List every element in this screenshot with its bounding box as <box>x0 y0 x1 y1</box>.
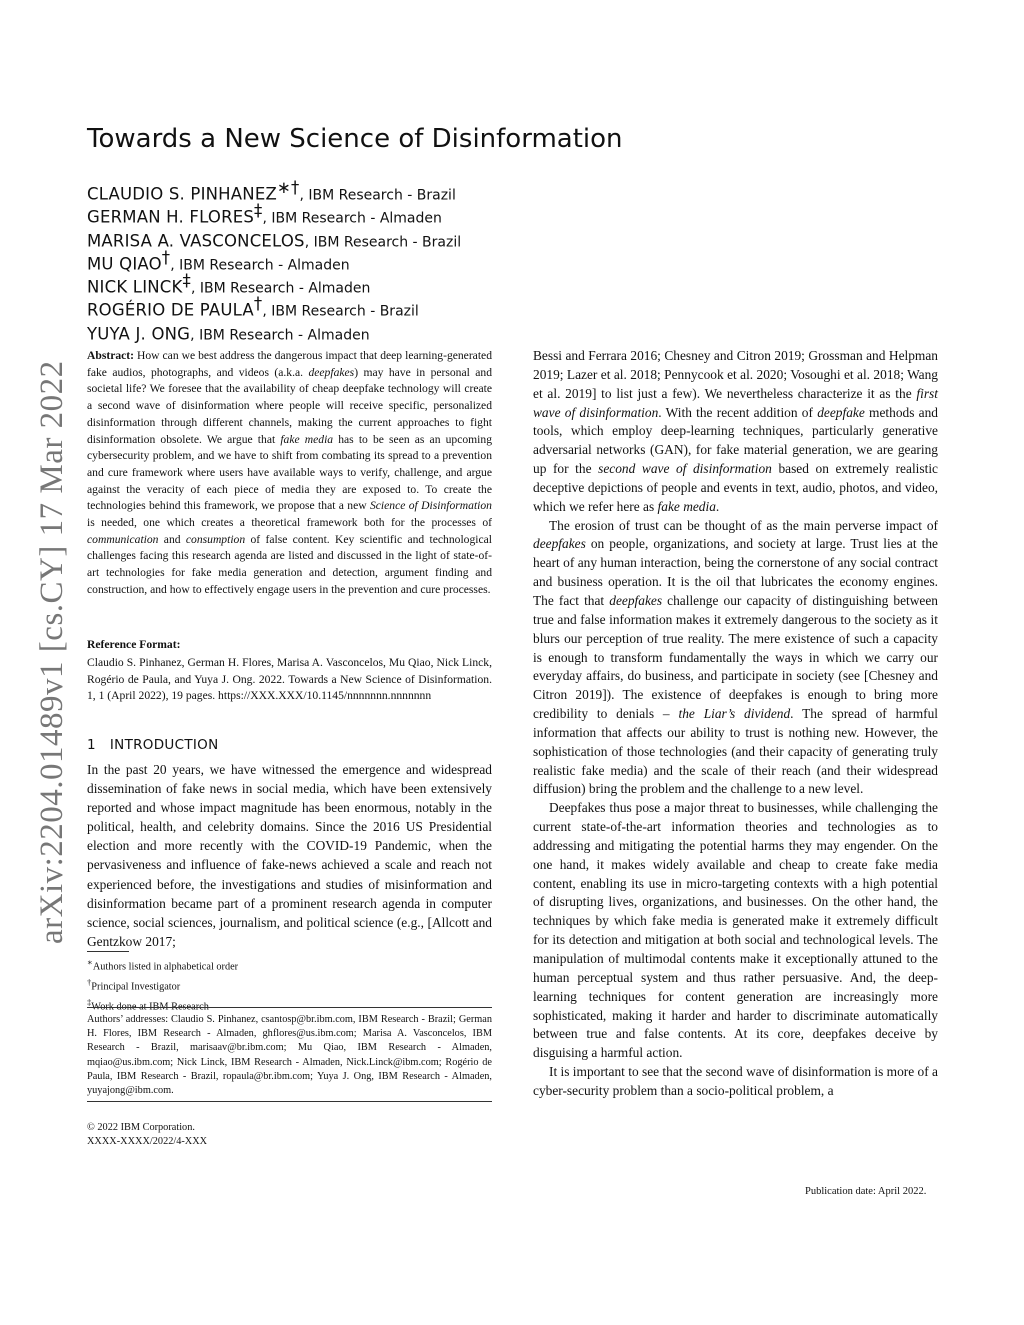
footnote-text: Authors listed in alphabetical order <box>92 961 239 973</box>
abstract-text: has to be seen as an upcoming cybersecurity problem, and we have to shift from combating its spread to a prevention and cure framework where users have available ways to verify, challenge, and argue against the veracity of each piece of media they are exposed to. To create the technologies behind this framework, we propose that a new <box>87 432 492 513</box>
abstract-text: of false content. Key scientific and technological challenges facing this research agenda are listed and discussed in the light of state-of-art technologies for fake media generation and detection, argument finding and construction, and how to effectively engage users in the prevention and cure processes. <box>87 532 492 596</box>
author-line <box>87 292 461 320</box>
author-line <box>87 269 461 297</box>
body-paragraph: It is important to see that the second wave of disinformation is more of a cyber-security problem than a socio-political problem, a <box>533 1064 938 1098</box>
author-name: ROGÉRIO DE PAULA <box>87 300 254 320</box>
body-text: . <box>715 498 720 514</box>
author-mark: † <box>253 294 263 314</box>
abstract-label: Abstract: <box>87 349 135 362</box>
author-affiliation: , IBM Research - Almaden <box>191 280 371 297</box>
author-affiliation: , IBM Research - Almaden <box>190 327 370 344</box>
author-mark: † <box>161 247 171 267</box>
body-emphasis: fake media <box>657 498 716 514</box>
footnote <box>87 955 492 975</box>
author-name: GERMAN H. FLORES <box>87 207 255 227</box>
abstract-text: ) may have in personal and societal life? We foresee that the availability of cheap deepfake technology will create a second wave of disinformation where people will receive specific, personalized disinformation through different channels, making the current approaches to fight disinformation obsolete. We argue that <box>87 365 492 446</box>
author-mark: ‡ <box>254 201 263 221</box>
abstract-emphasis: deepfakes <box>308 365 355 379</box>
abstract-emphasis: fake media <box>280 432 334 446</box>
body-text: methods and tools, which employ deep-learning techniques, particularly generative adversarial networks (GAN), for fake material generation, we are gearing up for the <box>533 404 938 477</box>
abstract-text: How can we best address the dangerous impact that deep learning-generated fake audios, photographs, and videos (a.k.a. <box>87 349 492 379</box>
publication-date: Publication date: April 2022. <box>805 1186 927 1197</box>
footnote-text: Principal Investigator <box>91 981 181 993</box>
section-number: 1 <box>87 737 96 753</box>
abstract-emphasis: Science of Disinformation <box>369 499 492 513</box>
author-list <box>87 176 462 344</box>
footnote <box>87 975 492 995</box>
issn: XXXX-XXXX/2022/4-XXX <box>87 1136 208 1148</box>
body-text: on people, organizations, and society at large. Trust lies at the heart of any human interaction, being the cornerstone of any social contract and business operation. It is the oil that lubricates the economy engines. The fact that <box>533 536 938 608</box>
intro-paragraph: In the past 20 years, we have witnessed the emergence and widespread dissemination of fake news in social media, which have been extensively reported and whose impact magnitude has been enormous, notably in the political, health, and celebrity domains. Since the 2016 US Presidential election and more recently with the COVID-19 Pandemic, when the pervasiveness and influence of fake-news achieved a scale and reach not experienced before, the investigations and studies of misinformation and disinformation became part of a prominent research agenda in computer science, social sciences, journalism, and political science (e.g., [Allcott and Gentzkow 2017; <box>87 762 492 949</box>
copyright: © 2022 IBM Corporation. <box>87 1122 195 1133</box>
body-text: . The spread of harmful information that affects our ability to trust is nothing new. However, the sophistication of those technologies (and their capacity of generating truly realistic fake media) and the scale of their reach (and their widespread diffusion) bring the problem and the challenge to a new level. <box>533 706 938 797</box>
author-line <box>87 223 462 250</box>
author-line <box>87 176 461 204</box>
section-heading <box>87 737 218 753</box>
footnote-text: Work done at IBM Research <box>91 1001 209 1013</box>
footnote-mark: ‡ <box>87 997 92 1008</box>
reference-format-label: Reference Format: <box>87 638 181 651</box>
author-name: MU QIAO <box>87 254 162 274</box>
author-name: MARISA A. VASCONCELOS <box>87 230 305 250</box>
author-mark: ∗† <box>276 178 300 197</box>
author-name: CLAUDIO S. PINHANEZ <box>87 184 277 204</box>
footnote-mark: ∗ <box>87 957 93 967</box>
author-affiliation: , IBM Research - Brazil <box>299 187 456 204</box>
section-title: INTRODUCTION <box>109 737 219 753</box>
body-emphasis: deepfakes <box>533 536 586 552</box>
author-line <box>87 199 461 227</box>
body-emphasis: deepfake <box>817 404 865 420</box>
abstract-text: and <box>158 532 186 546</box>
arxiv-side-stamp: arXiv:2204.01489v1 [cs.CY] 17 Mar 2022 <box>34 360 70 944</box>
abstract-text: is needed, one which creates a theoretical framework both for the processes of <box>87 516 492 530</box>
author-affiliation: , IBM Research - Almaden <box>170 257 350 274</box>
body-paragraph: Deepfakes thus pose a major threat to businesses, while challenging the current state-of-the-art information theories and technologies as to addressing and mitigating the potential harms they may engender. On the one hand, it makes widely available and cheap to create fake media content, enabling its use in micro-targeting contexts with a high potential of disrupting lives, organizations, and businesses. On the other hand, the techniques by which fake media is generated make it extremely difficult for its detection and mitigation at both social and technological levels. The manipulation of multimodal contents make it exceptionally attuned to the human perceptual system and thus rather persuasive. And, the deep-learning techniques for content generation are increasingly more sophisticated, making it harder and harder to discriminate automatically between true and false contents. At its core, deepfakes deceive by disguising a harmful action. <box>533 800 938 1061</box>
body-emphasis: the Liar’s dividend <box>678 706 791 722</box>
author-name: YUYA J. ONG <box>87 324 191 344</box>
reference-format-text: Claudio S. Pinhanez, German H. Flores, Marisa A. Vasconcelos, Mu Qiao, Nick Linck, Rogério de Paula, and Yuya J. Ong. 2022. Towards a New Science of Disinformation. 1, 1 (April 2022), 19 pages. https://XXX.XXX/10.1145/nnnnnnn.nnnnnnn <box>87 656 492 703</box>
footnote-rule <box>87 951 129 952</box>
abstract <box>87 348 492 599</box>
abstract-emphasis: communication <box>87 532 159 546</box>
author-mark: ‡ <box>182 271 191 291</box>
author-addresses: Authors’ addresses: Claudio S. Pinhanez, csantosp@br.ibm.com, IBM Research - Brazil; German H. Flores, IBM Research - Almaden, ghflores@us.ibm.com; Marisa A. Vasconcelos, IBM Research - Brazil, marisaav@br.ibm.com; Mu Qiao, IBM Research - Almaden, mqiao@us.ibm.com; Nick Linck, IBM Research - Almaden, Nick.Linck@ibm.com; Rogério de Paula, IBM Research - Brazil, ropaula@br.ibm.com; Yuya J. Ong, IBM Research - Almaden, yuyajong@ibm.com. <box>87 1014 492 1097</box>
body-text: challenge our capacity of distinguishing between true and false information makes it extremely dangerous to the society as it blurs our perception of true reality. The mere existence of such a capacity is enough to transform fundamentally the ways in which we carry our everyday affairs, do business, and participate in society (see [Chesney and Citron 2019]). The existence of deepfakes is enough to bring more credibility to denials – <box>533 592 939 722</box>
footnote-mark: † <box>87 977 92 988</box>
author-affiliation: , IBM Research - Almaden <box>262 210 442 227</box>
body-text: The erosion of trust can be thought of as the main perverse impact of <box>549 517 938 533</box>
author-affiliation: , IBM Research - Brazil <box>304 233 462 250</box>
body-emphasis: deepfakes <box>609 592 663 608</box>
body-paragraph <box>533 517 938 800</box>
abstract-emphasis: consumption <box>185 532 246 546</box>
author-name: NICK LINCK <box>87 277 183 297</box>
address-bottom-rule <box>87 1101 492 1102</box>
right-column <box>533 347 938 1101</box>
paper-title: Towards a New Science of Disinformation <box>87 124 623 154</box>
body-paragraph <box>533 347 938 517</box>
body-emphasis: second wave of disinformation <box>598 461 772 477</box>
address-top-rule <box>87 1007 492 1008</box>
copyright-block <box>87 1121 207 1149</box>
body-emphasis: first wave of disinformation <box>533 385 938 420</box>
body-text: based on extremely realistic deceptive depictions of people and events in text, audio, photos, and video, which we refer here as <box>533 461 938 514</box>
body-text: . With the recent addition of <box>658 404 818 420</box>
author-affiliation: , IBM Research - Brazil <box>262 303 419 320</box>
body-text: Bessi and Ferrara 2016; Chesney and Citron 2019; Grossman and Helpman 2019; Lazer et al. 2018; Pennycook et al. 2020; Vosoughi et al. 2018; Wang et al. 2019] to list just a few). We nevertheless characterize it as the <box>533 348 938 401</box>
